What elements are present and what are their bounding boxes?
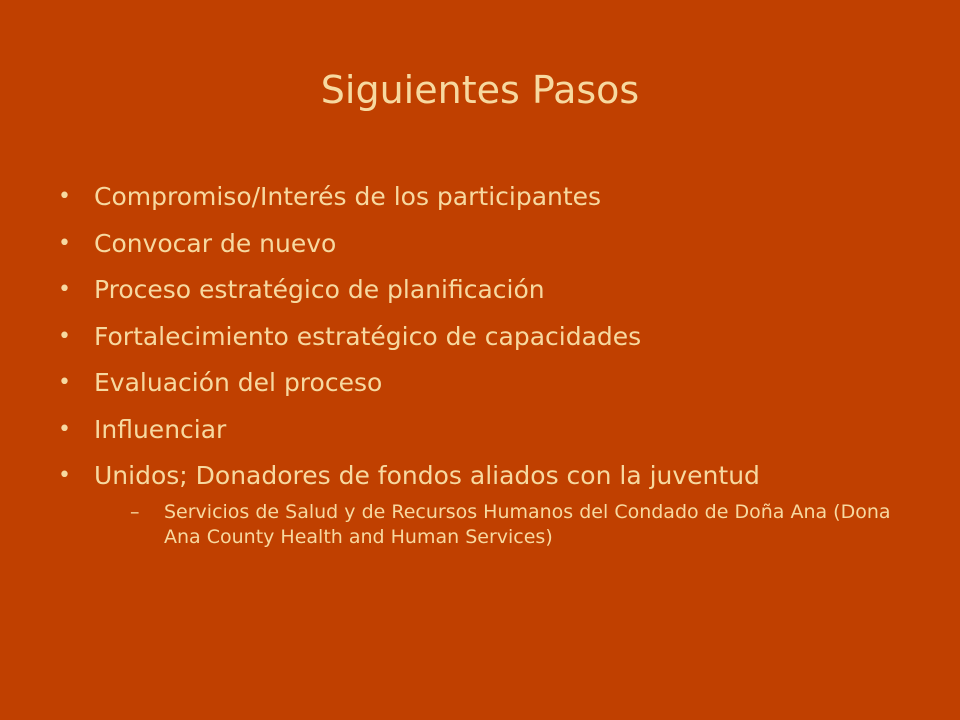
bullet-marker: • [58,277,71,302]
bullet-marker: • [58,230,71,256]
bullet-item [58,267,920,314]
sub-bullet-marker: – [130,501,140,523]
bullet-text: Unidos; Donadores de fondos aliados con la juventud [94,461,760,490]
bullet-marker: • [58,416,71,442]
bullet-item [58,314,920,361]
bullet-marker: • [58,370,71,395]
sub-bullet-text: Servicios de Salud y de Recursos Humanos del Condado de Doña Ana (Dona Ana County Health and Human Services) [164,501,891,548]
bullet-item [58,407,920,454]
slide-title: Siguientes Pasos [320,68,640,112]
bullet-text: Influenciar [94,414,227,444]
bullet-marker: • [58,463,71,488]
bullet-text: Proceso estratégico de planificación [94,275,545,304]
bullet-item [58,453,920,500]
bullet-marker: • [58,323,71,349]
bullet-text: Evaluación del proceso [94,368,383,397]
bullet-text: Convocar de nuevo [94,228,337,258]
sub-bullet-item [130,500,904,550]
bullet-text: Fortalecimiento estratégico de capacidades [94,321,642,351]
bullet-item [58,221,920,268]
bullet-marker: • [58,184,71,209]
bullet-list [58,174,920,500]
bullet-item [58,360,920,407]
bullet-text: Compromiso/Interés de los participantes [94,182,602,211]
bullet-item [58,174,920,221]
